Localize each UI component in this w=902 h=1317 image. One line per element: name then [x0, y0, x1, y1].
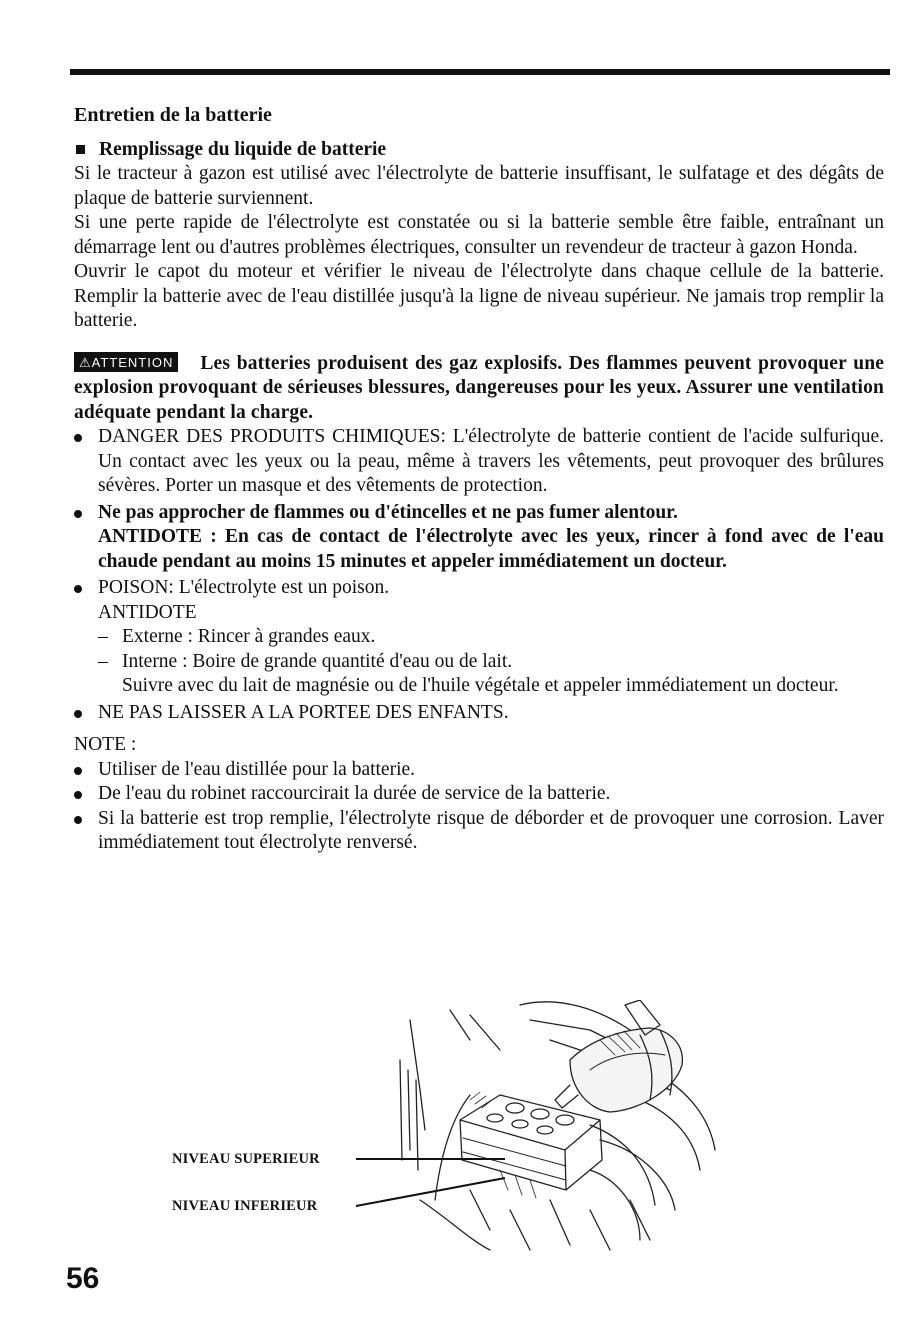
children-warning: NE PAS LAISSER A LA PORTEE DES ENFANTS.	[98, 701, 509, 723]
dash-mark: –	[98, 650, 108, 672]
list-item	[74, 425, 884, 499]
flames-antidote: ANTIDOTE : En cas de contact de l'électrolyte avec les yeux, rincer à fond avec de l'eau chaude pendant au moins 15 minutes et appeler immédiatement un docteur.	[98, 526, 884, 572]
section-title: Entretien de la batterie	[74, 104, 272, 126]
list-item	[74, 701, 884, 726]
dash-mark: –	[98, 626, 108, 647]
battery-figure	[170, 1000, 730, 1252]
note-list	[74, 758, 884, 856]
chemicals-text: DANGER DES PRODUITS CHIMIQUES: L'électrolyte de batterie contient de l'acide sulfurique. Un contact avec les yeux ou la peau, même à travers les vêtements, peut provoquer des brûlures sévères. Porter un masque et des vêtements de protection.	[98, 426, 884, 496]
square-bullet-icon	[76, 145, 85, 154]
flames-line: Ne pas approcher de flammes ou d'étincelles et ne pas fumer alentour.	[98, 501, 678, 523]
antidote-external	[98, 625, 884, 650]
intro-paragraph: Si une perte rapide de l'électrolyte est constatée ou si la batterie semble être faible, entraînant un démarrage lent ou d'autres problèmes électriques, consulter un revendeur de tracteur à gazon Honda.	[74, 212, 884, 258]
list-item	[74, 576, 884, 699]
internal-text: Interne : Boire de grande quantité d'eau ou de lait.	[122, 650, 513, 672]
page-content	[74, 103, 884, 856]
top-rule	[70, 69, 890, 75]
attention-badge: ⚠ATTENTION	[74, 352, 178, 372]
poison-antidote-label: ANTIDOTE	[98, 601, 197, 623]
antidote-internal	[98, 650, 884, 675]
external-text: Externe : Rincer à grandes eaux.	[122, 626, 376, 647]
intro-paragraph: Si le tracteur à gazon est utilisé avec l'électrolyte de batterie insuffisant, le sulfatage et des dégâts de plaque de batterie surviennent.	[74, 163, 884, 209]
internal-follow: Suivre avec du lait de magnésie ou de l'huile végétale et appeler immédiatement un docteur.	[122, 675, 839, 696]
intro-paragraph: Ouvrir le capot du moteur et vérifier le niveau de l'électrolyte dans chaque cellule de la batterie. Remplir la batterie avec de l'eau distillée jusqu'à la ligne de niveau supérieur. Ne jamais trop remplir la batterie.	[74, 261, 884, 331]
page-number: 56	[66, 1262, 100, 1295]
subheading-text: Remplissage du liquide de batterie	[99, 138, 387, 160]
list-item: Si la batterie est trop remplie, l'électrolyte risque de déborder et de provoquer une corrosion. Laver immédiatement tout électrolyte renversé.	[74, 807, 884, 856]
note-label: NOTE :	[74, 734, 137, 755]
list-item	[74, 501, 884, 575]
list-item: Utiliser de l'eau distillée pour la batterie.	[74, 758, 884, 783]
poison-line: POISON: L'électrolyte est un poison.	[98, 577, 390, 598]
warning-block	[74, 352, 884, 426]
label-lower-level: NIVEAU INFERIEUR	[172, 1198, 318, 1214]
warning-text: Les batteries produisent des gaz explosifs. Des flammes peuvent provoquer une explosion provoquant de sérieuses blessures, dangereuses pour les yeux. Assurer une ventilation adéquate pendant la charge.	[74, 352, 884, 423]
subheading	[74, 138, 884, 163]
danger-list	[74, 425, 884, 725]
label-upper-level: NIVEAU SUPERIEUR	[172, 1151, 320, 1167]
list-item: De l'eau du robinet raccourcirait la durée de service de la batterie.	[74, 782, 884, 807]
